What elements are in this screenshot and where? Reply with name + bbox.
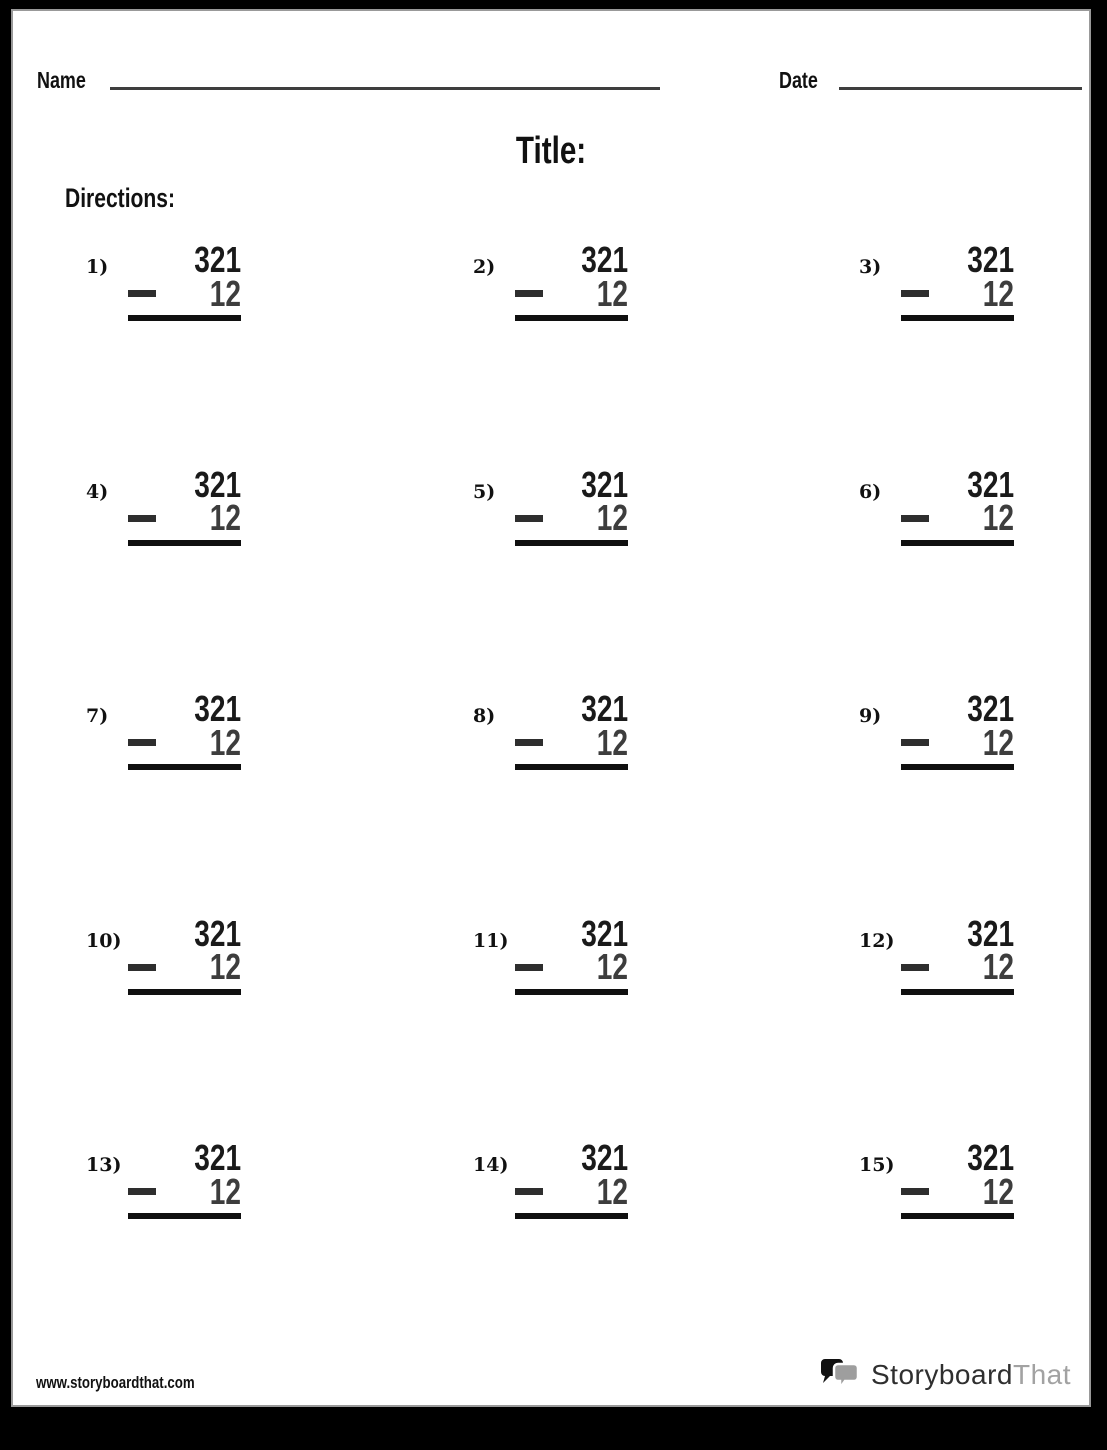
problem-number: 14) xyxy=(473,1154,509,1176)
minuend: 321 xyxy=(967,912,1014,954)
minuend: 321 xyxy=(581,1137,628,1178)
subtrahend-row xyxy=(901,272,1014,314)
subtrahend-row xyxy=(128,946,241,987)
subtrahend-row xyxy=(901,721,1014,763)
problem-work-area xyxy=(901,239,1014,321)
problem-number: 11) xyxy=(473,929,509,952)
problem-work-area xyxy=(901,688,1014,770)
problem-work-area xyxy=(128,688,241,770)
subtraction-problem xyxy=(859,1137,1039,1366)
answer-line xyxy=(901,540,1014,546)
minus-operator-icon xyxy=(128,964,156,971)
subtraction-problem xyxy=(86,463,473,693)
date-field xyxy=(779,67,1082,93)
problem-number: 12) xyxy=(859,929,895,952)
minuend: 321 xyxy=(194,1137,241,1178)
subtrahend-row xyxy=(128,721,241,763)
website-url-text: www.storyboardthat.com xyxy=(36,1373,195,1392)
minus-operator-icon xyxy=(128,515,156,522)
problem-work-area xyxy=(901,1137,1014,1219)
subtraction-problem xyxy=(86,688,473,917)
subtrahend: 12 xyxy=(982,721,1014,763)
subtrahend-row xyxy=(128,272,241,314)
subtrahend: 12 xyxy=(596,497,628,538)
answer-line xyxy=(901,1213,1014,1219)
minuend: 321 xyxy=(967,239,1014,280)
storyboardthat-logo xyxy=(819,1355,1071,1395)
minuend: 321 xyxy=(967,1137,1014,1178)
subtrahend: 12 xyxy=(982,946,1014,987)
answer-line xyxy=(128,540,241,546)
problem-number: 6) xyxy=(859,480,882,503)
subtrahend: 12 xyxy=(209,1170,241,1212)
subtrahend: 12 xyxy=(209,497,241,538)
minus-operator-icon xyxy=(901,964,929,971)
answer-line xyxy=(901,764,1014,770)
subtraction-problem xyxy=(473,463,859,693)
minuend: 321 xyxy=(581,463,628,505)
answer-line xyxy=(901,315,1014,321)
problem-number: 8) xyxy=(473,705,496,727)
minus-operator-icon xyxy=(515,739,543,746)
subtraction-problem xyxy=(859,912,1039,1142)
subtrahend: 12 xyxy=(596,721,628,763)
minus-operator-icon xyxy=(515,515,543,522)
problem-number: 15) xyxy=(859,1154,895,1176)
minuend: 321 xyxy=(194,239,241,280)
problem-number: 3) xyxy=(859,256,882,278)
subtraction-problem xyxy=(473,239,859,468)
answer-line xyxy=(515,1213,628,1219)
problem-work-area xyxy=(515,912,628,995)
problem-work-area xyxy=(515,688,628,770)
worksheet-sheet xyxy=(11,9,1091,1407)
logo-text-secondary: That xyxy=(1012,1359,1071,1390)
subtrahend-row xyxy=(901,1170,1014,1212)
directions-label: Directions: xyxy=(65,183,176,213)
problem-number: 7) xyxy=(86,705,109,727)
directions-heading xyxy=(65,183,206,214)
problem-work-area xyxy=(128,912,241,995)
subtraction-problem xyxy=(859,463,1039,693)
subtrahend-row xyxy=(901,946,1014,987)
answer-line xyxy=(515,764,628,770)
subtraction-problem xyxy=(86,1137,473,1366)
date-label: Date xyxy=(779,67,818,93)
answer-line xyxy=(515,315,628,321)
subtraction-problem xyxy=(86,912,473,1142)
subtraction-problem xyxy=(473,912,859,1142)
subtraction-problem xyxy=(473,688,859,917)
minuend: 321 xyxy=(967,463,1014,505)
problem-work-area xyxy=(515,239,628,321)
answer-line xyxy=(515,989,628,995)
minus-operator-icon xyxy=(901,290,929,297)
subtrahend: 12 xyxy=(596,1170,628,1212)
minuend: 321 xyxy=(967,688,1014,729)
problem-work-area xyxy=(901,463,1014,546)
page-title xyxy=(13,130,1089,173)
minuend: 321 xyxy=(194,463,241,505)
subtraction-problem xyxy=(859,239,1039,468)
minus-operator-icon xyxy=(128,739,156,746)
subtraction-problem xyxy=(473,1137,859,1366)
subtrahend: 12 xyxy=(209,272,241,314)
minus-operator-icon xyxy=(128,1188,156,1195)
subtrahend: 12 xyxy=(596,946,628,987)
subtrahend-row xyxy=(515,272,628,314)
answer-line xyxy=(128,764,241,770)
minus-operator-icon xyxy=(515,964,543,971)
problem-number: 4) xyxy=(86,480,109,503)
subtrahend-row xyxy=(901,497,1014,538)
minuend: 321 xyxy=(194,688,241,729)
minus-operator-icon xyxy=(901,1188,929,1195)
subtrahend-row xyxy=(515,946,628,987)
subtrahend: 12 xyxy=(982,497,1014,538)
name-blank-line xyxy=(110,87,660,90)
answer-line xyxy=(128,315,241,321)
date-blank-line xyxy=(839,87,1082,90)
minus-operator-icon xyxy=(128,290,156,297)
logo-text-primary: Storyboard xyxy=(871,1359,1013,1390)
subtraction-problem xyxy=(86,239,473,468)
problem-number: 5) xyxy=(473,480,496,503)
subtrahend-row xyxy=(128,1170,241,1212)
problem-work-area xyxy=(128,463,241,546)
problem-work-area xyxy=(515,463,628,546)
minus-operator-icon xyxy=(515,290,543,297)
subtrahend-row xyxy=(515,1170,628,1212)
subtrahend: 12 xyxy=(982,272,1014,314)
subtrahend-row xyxy=(128,497,241,538)
answer-line xyxy=(128,1213,241,1219)
subtrahend: 12 xyxy=(596,272,628,314)
minus-operator-icon xyxy=(515,1188,543,1195)
answer-line xyxy=(515,540,628,546)
problem-number: 1) xyxy=(86,256,109,278)
problem-work-area xyxy=(128,1137,241,1219)
problem-number: 13) xyxy=(86,1154,122,1176)
logo-wordmark xyxy=(871,1358,1071,1392)
subtrahend: 12 xyxy=(209,721,241,763)
name-label: Name xyxy=(37,67,86,93)
subtrahend: 12 xyxy=(209,946,241,987)
answer-line xyxy=(901,989,1014,995)
website-url xyxy=(36,1373,239,1393)
minuend: 321 xyxy=(581,688,628,729)
subtrahend-row xyxy=(515,721,628,763)
subtraction-problem xyxy=(859,688,1039,917)
minuend: 321 xyxy=(581,912,628,954)
problems-grid xyxy=(86,239,1039,1366)
problem-work-area xyxy=(128,239,241,321)
problem-number: 10) xyxy=(86,929,122,952)
problem-work-area xyxy=(901,912,1014,995)
minuend: 321 xyxy=(194,912,241,954)
title-label: Title: xyxy=(515,130,587,172)
subtrahend: 12 xyxy=(982,1170,1014,1212)
problem-number: 2) xyxy=(473,256,496,278)
subtrahend-row xyxy=(515,497,628,538)
minus-operator-icon xyxy=(901,515,929,522)
minus-operator-icon xyxy=(901,739,929,746)
problem-work-area xyxy=(515,1137,628,1219)
problem-number: 9) xyxy=(859,705,882,727)
answer-line xyxy=(128,989,241,995)
name-field xyxy=(37,67,660,93)
speech-bubbles-icon xyxy=(819,1355,865,1395)
minuend: 321 xyxy=(581,239,628,280)
